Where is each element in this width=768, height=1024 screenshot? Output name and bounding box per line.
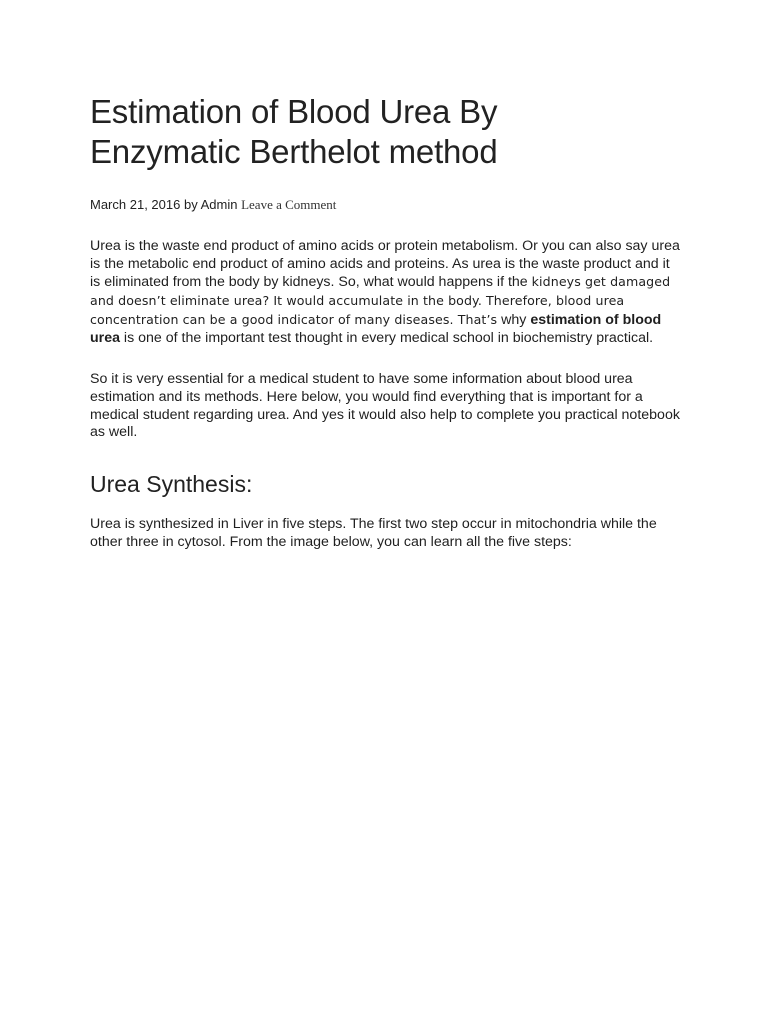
second-paragraph: So it is very essential for a medical student to have some information about blood urea estimation and its methods. Here below, you would find everything that is important for a medical student regarding urea. And yes it would also help to complete you practical notebook as well. [90,371,680,441]
post-by: by [183,197,198,212]
post-date: March 21, 2016 [90,197,181,212]
intro-paragraph [90,238,680,347]
section-heading: Urea Synthesis: [90,471,253,498]
intro-text-2: kidneys get damaged and doesn’t eliminate urea? It would accumulate in the body. Therefore, blood urea concentration can be a good indicator of many diseases. That’s [90,274,671,327]
synthesis-paragraph: Urea is synthesized in Liver in five steps. The first two step occur in mitochondria while the other three in cytosol. From the image below, you can learn all the five steps: [90,516,657,550]
intro-text-1: Urea is the waste end product of amino acids or protein metabolism. Or you can also say urea is the metabolic end product of amino acids and proteins. As urea is the waste product and it is eliminated from the body by kidneys. So, what would happens if the [90,238,680,291]
article-title [90,92,680,172]
leave-comment-link[interactable]: Leave a Comment [241,197,337,212]
title-line-1: Estimation of Blood Urea By [90,93,498,130]
intro-text-3: why [501,311,527,328]
post-author[interactable]: Admin [200,197,238,212]
article [90,92,680,551]
title-line-2: Enzymatic Berthelot method [90,133,498,170]
intro-bold-phrase: estimation of blood urea [90,311,662,346]
post-meta [90,196,680,214]
intro-text-4: is one of the important test thought in every medical school in biochemistry practical. [123,329,654,346]
